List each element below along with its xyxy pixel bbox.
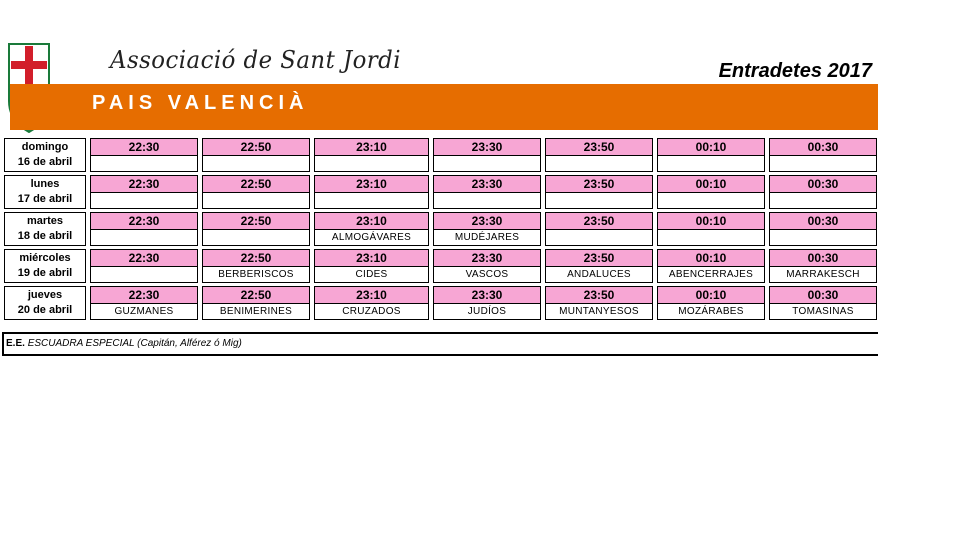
time-slot: 23:10 [315, 287, 428, 304]
schedule-cell [769, 138, 877, 172]
group-name [91, 230, 197, 245]
weekday: jueves [27, 289, 63, 301]
time-slot: 23:30 [434, 176, 540, 193]
time-slot: 22:30 [91, 176, 197, 193]
date: 19 de abril [17, 267, 73, 279]
group-name: TOMASINAS [770, 304, 876, 319]
day-label [4, 138, 86, 172]
schedule-cell [657, 249, 765, 283]
group-name [770, 230, 876, 245]
group-name: GUZMANES [91, 304, 197, 319]
time-slot: 22:50 [203, 287, 309, 304]
schedule-cell [769, 286, 877, 320]
time-slot: 22:30 [91, 213, 197, 230]
schedule-cell [657, 138, 765, 172]
group-name [770, 156, 876, 171]
time-slot: 00:30 [770, 213, 876, 230]
time-slot: 23:30 [434, 250, 540, 267]
date: 16 de abril [17, 156, 73, 168]
time-slot: 00:10 [658, 176, 764, 193]
group-name: VASCOS [434, 267, 540, 282]
group-name [434, 193, 540, 208]
schedule-cell [769, 212, 877, 246]
time-slot: 00:30 [770, 287, 876, 304]
association-name: Associació de Sant Jordi [110, 46, 401, 74]
weekday: martes [26, 215, 64, 227]
time-slot: 00:10 [658, 287, 764, 304]
time-slot: 00:30 [770, 139, 876, 156]
group-name [203, 156, 309, 171]
page-title: Entradetes 2017 [718, 60, 872, 82]
group-name [203, 230, 309, 245]
time-slot: 23:30 [434, 213, 540, 230]
group-name [91, 193, 197, 208]
time-slot: 00:10 [658, 139, 764, 156]
day-label [4, 175, 86, 209]
schedule-cell [314, 138, 429, 172]
schedule-cell [314, 249, 429, 283]
schedule-cell [657, 175, 765, 209]
date: 18 de abril [17, 230, 73, 242]
group-name: MUNTANYESOS [546, 304, 652, 319]
time-slot: 23:10 [315, 176, 428, 193]
time-slot: 22:50 [203, 139, 309, 156]
time-slot: 23:10 [315, 139, 428, 156]
schedule-cell [202, 212, 310, 246]
group-name: MARRAKESCH [770, 267, 876, 282]
group-name: ALMOGÁVARES [315, 230, 428, 245]
schedule-cell [545, 249, 653, 283]
time-slot: 22:30 [91, 250, 197, 267]
time-slot: 22:50 [203, 250, 309, 267]
schedule-cell [433, 175, 541, 209]
time-slot: 23:50 [546, 213, 652, 230]
group-name: BERBERISCOS [203, 267, 309, 282]
schedule-cell [202, 249, 310, 283]
time-slot: 00:10 [658, 250, 764, 267]
group-name: MUDÉJARES [434, 230, 540, 245]
schedule-cell [657, 212, 765, 246]
schedule-cell [657, 286, 765, 320]
time-slot: 00:30 [770, 176, 876, 193]
schedule-cell [545, 212, 653, 246]
legend-text: ESCUADRA ESPECIAL (Capitán, Alférez ó Mig) [27, 338, 242, 349]
schedule-cell [769, 249, 877, 283]
date: 20 de abril [17, 304, 73, 316]
schedule-cell [90, 249, 198, 283]
group-name [658, 193, 764, 208]
time-slot: 23:50 [546, 250, 652, 267]
time-slot: 23:50 [546, 287, 652, 304]
schedule-cell [202, 286, 310, 320]
weekday: lunes [30, 178, 60, 190]
legend [2, 332, 878, 356]
banner-title: PAIS VALENCIÀ [92, 92, 309, 114]
time-slot: 23:10 [315, 250, 428, 267]
time-slot: 23:50 [546, 176, 652, 193]
group-name: CIDES [315, 267, 428, 282]
group-name [91, 156, 197, 171]
schedule-cell [314, 175, 429, 209]
group-name [546, 156, 652, 171]
day-label [4, 286, 86, 320]
schedule-cell [769, 175, 877, 209]
schedule-cell [202, 138, 310, 172]
schedule-cell [90, 138, 198, 172]
time-slot: 22:50 [203, 176, 309, 193]
time-slot: 00:30 [770, 250, 876, 267]
group-name: ANDALUCES [546, 267, 652, 282]
schedule-cell [314, 212, 429, 246]
time-slot: 23:10 [315, 213, 428, 230]
schedule-cell [545, 175, 653, 209]
group-name: ABENCERRAJES [658, 267, 764, 282]
group-name [658, 156, 764, 171]
schedule-cell [314, 286, 429, 320]
schedule-cell [90, 286, 198, 320]
schedule-cell [433, 212, 541, 246]
time-slot: 23:30 [434, 139, 540, 156]
time-slot: 22:30 [91, 139, 197, 156]
schedule-cell [433, 138, 541, 172]
group-name: CRUZADOS [315, 304, 428, 319]
schedule-cell [90, 212, 198, 246]
weekday: miércoles [19, 252, 71, 264]
weekday: domingo [21, 141, 69, 153]
group-name [546, 230, 652, 245]
schedule-cell [545, 286, 653, 320]
schedule-cell [433, 286, 541, 320]
legend-abbr: E.E. [6, 338, 25, 349]
group-name [434, 156, 540, 171]
group-name: JUDÍOS [434, 304, 540, 319]
group-name [658, 230, 764, 245]
group-name [546, 193, 652, 208]
group-name: MOZÁRABES [658, 304, 764, 319]
schedule-cell [433, 249, 541, 283]
group-name [203, 193, 309, 208]
group-name [315, 156, 428, 171]
group-name [315, 193, 428, 208]
time-slot: 22:50 [203, 213, 309, 230]
schedule-cell [90, 175, 198, 209]
day-label [4, 212, 86, 246]
time-slot: 00:10 [658, 213, 764, 230]
day-label [4, 249, 86, 283]
group-name [91, 267, 197, 282]
time-slot: 23:30 [434, 287, 540, 304]
time-slot: 22:30 [91, 287, 197, 304]
date: 17 de abril [17, 193, 73, 205]
group-name [770, 193, 876, 208]
schedule-cell [545, 138, 653, 172]
time-slot: 23:50 [546, 139, 652, 156]
schedule-cell [202, 175, 310, 209]
group-name: BENIMERINES [203, 304, 309, 319]
